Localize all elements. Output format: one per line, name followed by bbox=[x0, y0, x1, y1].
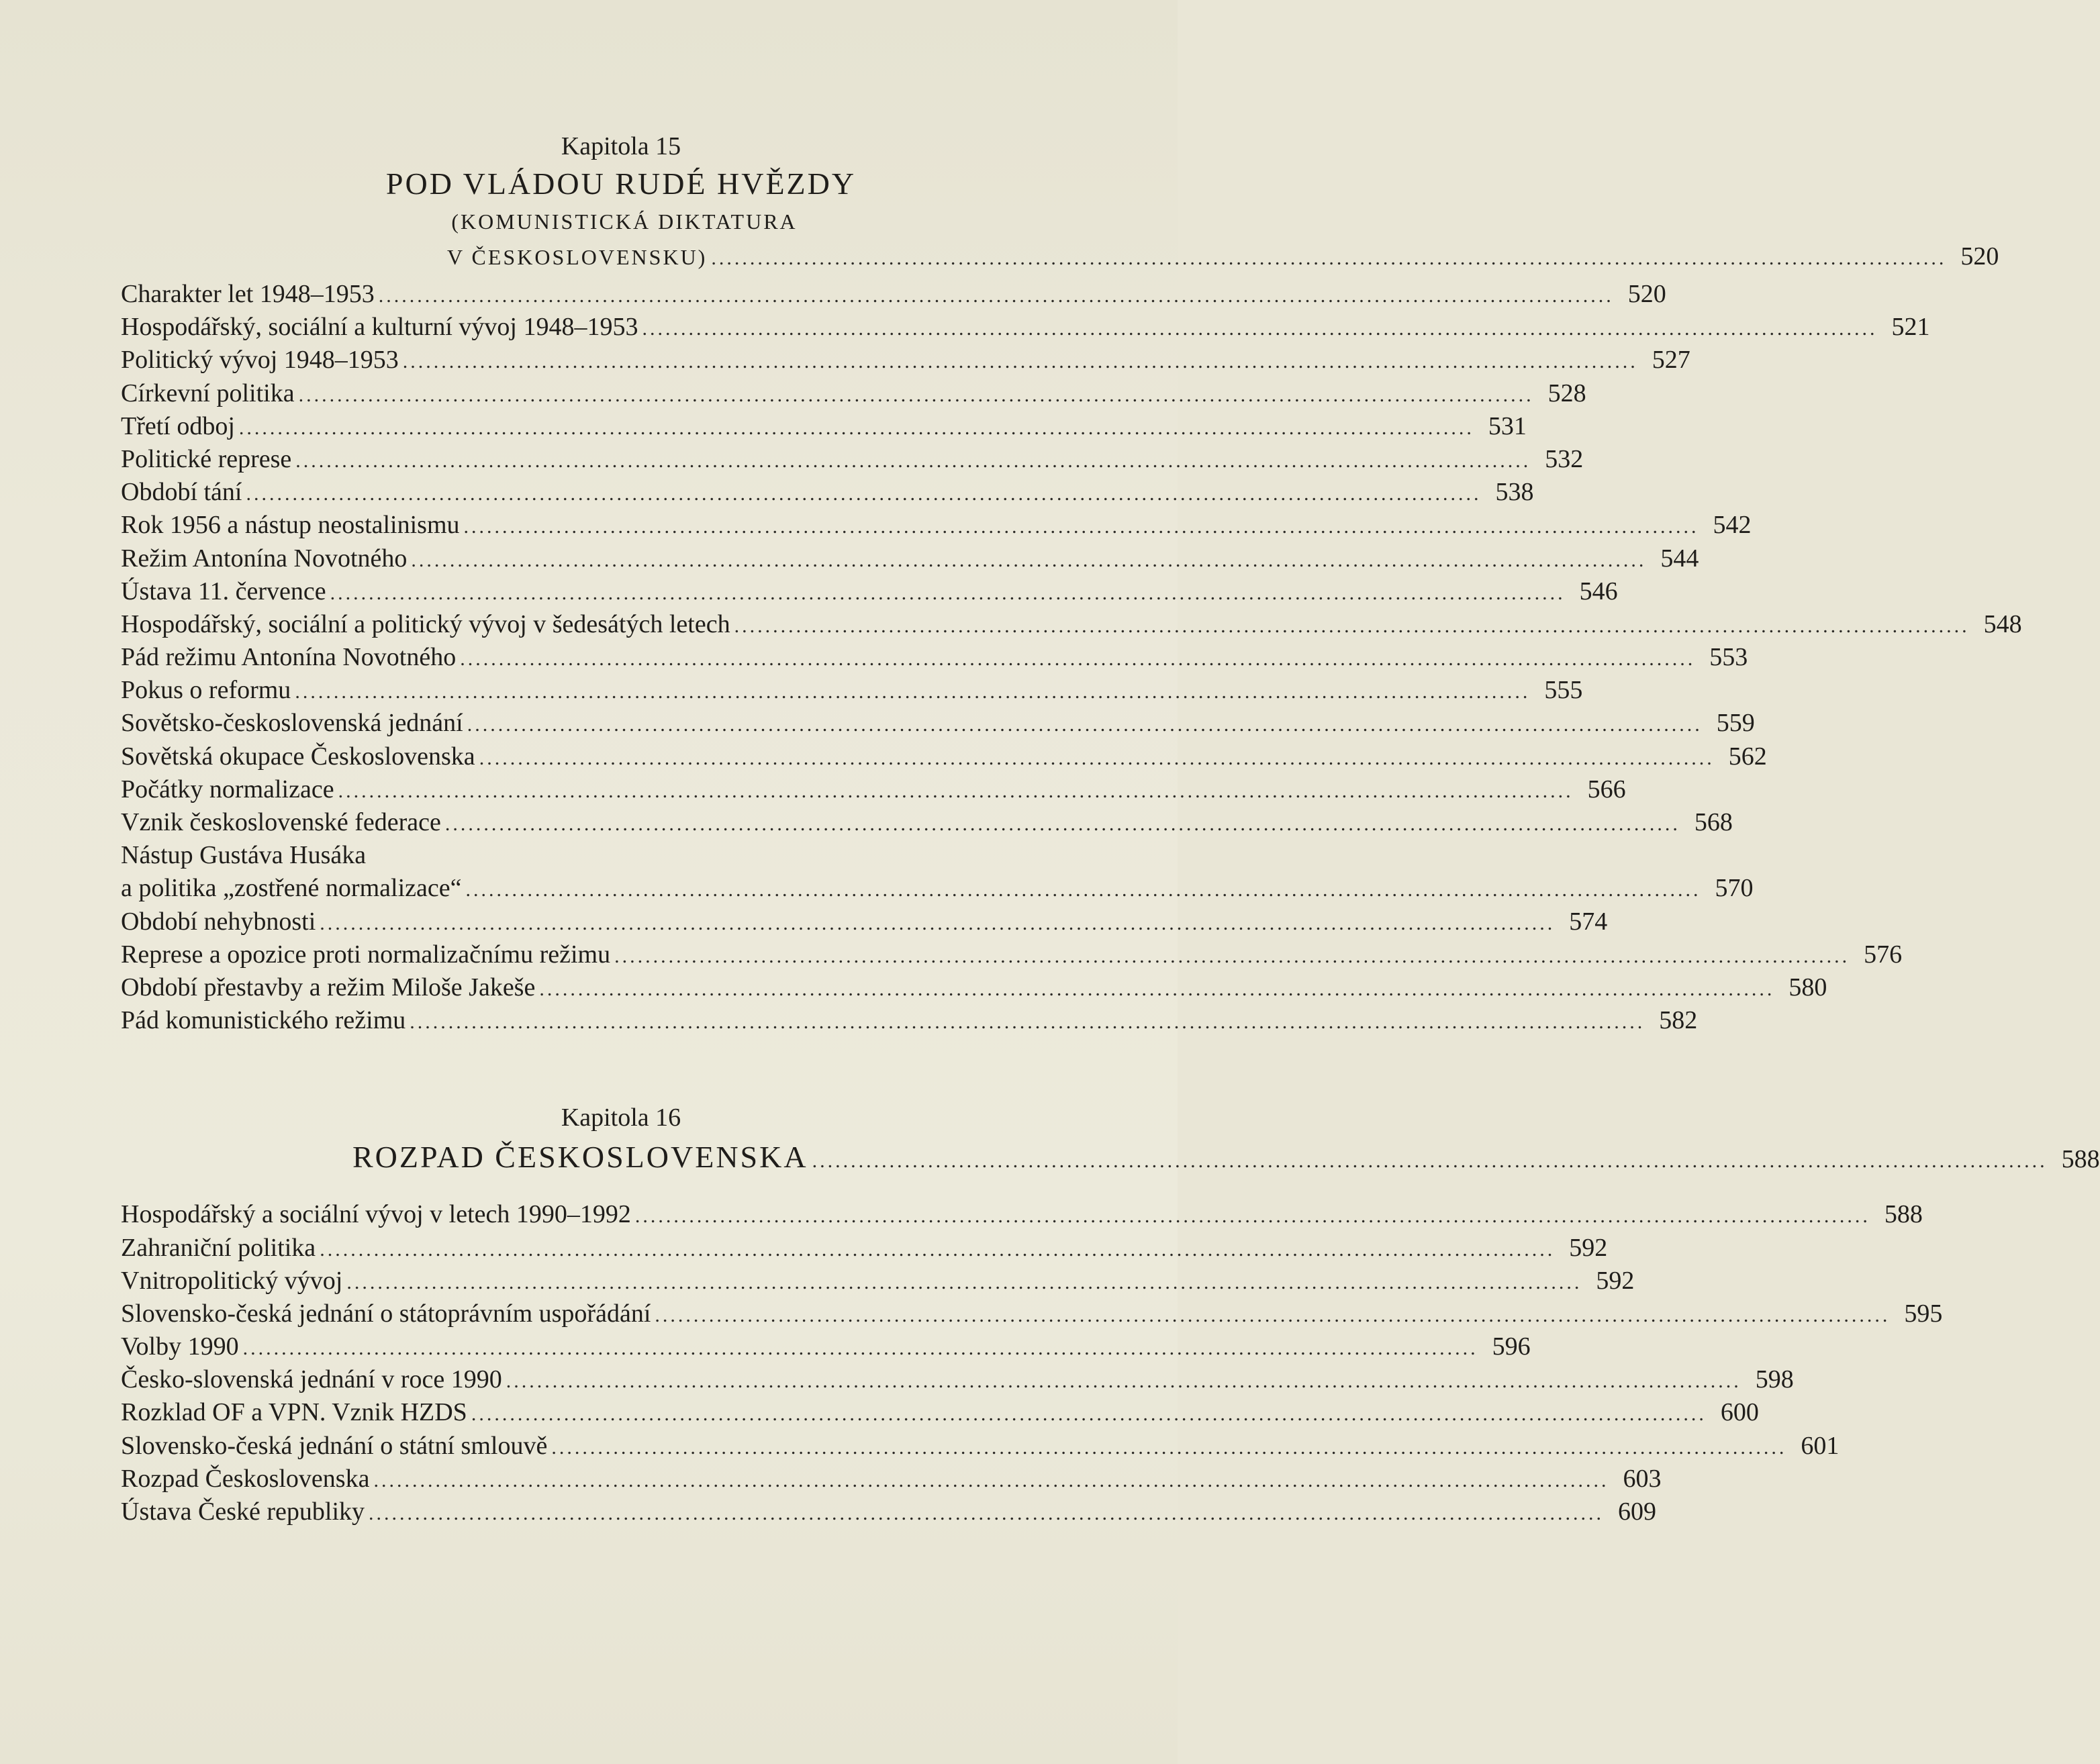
leader-dots: ................................................................................................................................................................ bbox=[634, 1205, 1870, 1228]
toc-entry-title: Slovensko-česká jednání o státoprávním uspořádání bbox=[121, 1299, 651, 1328]
toc-entry-page: 582 bbox=[1659, 1006, 1698, 1035]
leader-dots: ................................................................................................................................................................ bbox=[734, 614, 1970, 637]
toc-entry-page: 521 bbox=[1891, 313, 1930, 342]
leader-dots: ................................................................................................................................................................ bbox=[410, 1011, 1645, 1034]
toc-entry-page: 598 bbox=[1755, 1365, 1794, 1394]
toc-entry bbox=[121, 311, 1930, 344]
toc-entry-title: Charakter let 1948–1953 bbox=[121, 280, 375, 308]
toc-entry-title: Hospodářský a sociální vývoj v letech 1990–1992 bbox=[121, 1200, 631, 1229]
toc-entry bbox=[121, 278, 1666, 311]
toc-entry bbox=[121, 443, 1584, 476]
leader-dots: ................................................................................................................................................................ bbox=[295, 449, 1531, 472]
toc-entry-title: Hospodářský, sociální a kulturní vývoj 1948–1953 bbox=[121, 313, 638, 342]
toc-entry bbox=[121, 1330, 1531, 1363]
toc-entry-title: Sovětská okupace Československa bbox=[121, 742, 475, 771]
toc-entry-title: Počátky normalizace bbox=[121, 775, 334, 803]
leader-dots: ................................................................................................................................................................ bbox=[298, 383, 1534, 406]
toc-entry-page: 544 bbox=[1660, 544, 1699, 573]
leader-dots: ................................................................................................................................................................ bbox=[402, 350, 1638, 373]
leader-dots: ................................................................................................................................................................ bbox=[444, 813, 1680, 835]
toc-entry bbox=[121, 1232, 1608, 1265]
toc-entry bbox=[121, 938, 1903, 971]
toc-entry-page: 553 bbox=[1709, 643, 1748, 672]
chapter-label: Kapitola 16 bbox=[561, 1104, 681, 1132]
toc-entry-page: 562 bbox=[1728, 742, 1767, 771]
toc-entry bbox=[121, 839, 1081, 872]
toc-entry-title: Církevní politika bbox=[121, 379, 295, 407]
toc-entry-page: 576 bbox=[1864, 940, 1903, 969]
chapter-entries bbox=[121, 1198, 1943, 1528]
toc-entry-title: Období nehybnosti bbox=[121, 907, 316, 936]
toc-entry-page: 600 bbox=[1720, 1398, 1759, 1427]
toc-entry-title: Volby 1990 bbox=[121, 1332, 239, 1361]
toc-entry-page: 574 bbox=[1569, 907, 1608, 936]
toc-entry-page: 603 bbox=[1623, 1464, 1662, 1493]
toc-entry-title: Ústava 11. července bbox=[121, 577, 326, 605]
toc-entry bbox=[121, 1297, 1943, 1330]
toc-entry bbox=[121, 905, 1608, 938]
leader-dots: ................................................................................................................................................................ bbox=[479, 746, 1715, 769]
chapter-subtitle: (KOMUNISTICKÁ DIKTATURA bbox=[451, 209, 798, 234]
toc-entry bbox=[121, 542, 1699, 575]
leader-dots: ................................................................................................................................................................ bbox=[539, 977, 1775, 1000]
toc-entry-page: 609 bbox=[1618, 1498, 1657, 1526]
toc-entry-title: Vnitropolitický vývoj bbox=[121, 1266, 343, 1295]
leader-dots: ................................................................................................................................................................ bbox=[338, 779, 1574, 802]
chapter-subtitle-row bbox=[121, 239, 1999, 274]
toc-entry-page: 592 bbox=[1569, 1233, 1608, 1262]
toc-entry bbox=[121, 1463, 1662, 1496]
toc-entry bbox=[121, 707, 1755, 740]
toc-entry-page: 532 bbox=[1545, 444, 1584, 473]
toc-entry-title: Hospodářský, sociální a politický vývoj v šedesátých letech bbox=[121, 609, 730, 638]
toc-entry-title: Období přestavby a režim Miloše Jakeše bbox=[121, 973, 536, 1001]
toc-entry bbox=[121, 1496, 1657, 1528]
toc-entry bbox=[121, 575, 1618, 608]
toc-entry-page: 528 bbox=[1547, 379, 1586, 407]
leader-dots: ................................................................................................................................................................ bbox=[471, 1403, 1707, 1426]
toc-entry-title: Česko-slovenská jednání v roce 1990 bbox=[121, 1365, 502, 1394]
toc-entry-title: Režim Antonína Novotného bbox=[121, 544, 408, 573]
table-of-contents bbox=[121, 128, 2100, 1528]
leader-dots: ................................................................................................................................................................ bbox=[238, 416, 1474, 439]
toc-entry-title: Rozklad OF a VPN. Vznik HZDS bbox=[121, 1398, 467, 1427]
toc-entry-title: Pád komunistického režimu bbox=[121, 1006, 406, 1035]
toc-entry-page: 520 bbox=[1627, 280, 1666, 308]
toc-entry-title: Rozpad Československa bbox=[121, 1464, 370, 1493]
toc-entry bbox=[121, 410, 1527, 443]
toc-entry bbox=[121, 344, 1690, 377]
leader-dots: ................................................................................................................................................................ bbox=[465, 879, 1701, 901]
chapter-label: Kapitola 15 bbox=[561, 132, 681, 160]
leader-dots: ................................................................................................................................................................ bbox=[378, 285, 1614, 307]
toc-entry bbox=[121, 377, 1586, 410]
leader-dots: ................................................................................................................................................................ bbox=[346, 1271, 1582, 1293]
toc-entry-page: 570 bbox=[1715, 874, 1754, 903]
toc-entry-page: 531 bbox=[1488, 411, 1527, 440]
toc-entry-page: 595 bbox=[1904, 1299, 1943, 1328]
leader-dots: ................................................................................................................................................................ bbox=[467, 714, 1703, 736]
toc-entry-page: 588 bbox=[1884, 1200, 1923, 1229]
leader-dots: ................................................................................................................................................................ bbox=[614, 944, 1850, 967]
chapter-title: POD VLÁDOU RUDÉ HVĚZDY bbox=[385, 166, 857, 201]
leader-dots: ................................................................................................................................................................ bbox=[330, 581, 1566, 604]
leader-dots: ................................................................................................................................................................ bbox=[369, 1502, 1605, 1524]
leader-dots: ................................................................................................................................................................ bbox=[320, 1238, 1556, 1261]
toc-entry bbox=[121, 608, 2022, 641]
leader-dots: ................................................................................................................................................................ bbox=[551, 1436, 1787, 1459]
toc-entry-title: Ústava České republiky bbox=[121, 1498, 365, 1526]
leader-dots: ................................................................................................................................................................ bbox=[655, 1304, 1891, 1326]
toc-entry-title: Období tání bbox=[121, 478, 242, 507]
leader-dots: ................................................................................................................................................................ bbox=[320, 912, 1556, 934]
toc-entry-page: 568 bbox=[1694, 808, 1733, 836]
toc-entry bbox=[121, 773, 1626, 806]
toc-entry bbox=[121, 1396, 1759, 1429]
toc-entry-page: 559 bbox=[1716, 709, 1755, 738]
leader-dots: ................................................................................................................................................................ bbox=[812, 1150, 2048, 1173]
chapter-entries bbox=[121, 278, 2022, 1037]
toc-entry-title: Zahraniční politika bbox=[121, 1233, 316, 1262]
chapter-subtitle-line2: V ČESKOSLOVENSKU) bbox=[447, 245, 708, 269]
toc-entry bbox=[121, 740, 1767, 773]
toc-entry-page: 596 bbox=[1492, 1332, 1531, 1361]
toc-entry bbox=[121, 476, 1534, 509]
toc-entry-title: Pád režimu Antonína Novotného bbox=[121, 643, 457, 672]
toc-entry bbox=[121, 872, 1754, 905]
toc-entry-title: Třetí odboj bbox=[121, 411, 235, 440]
toc-entry bbox=[121, 1265, 1635, 1297]
toc-entry-title: Nástup Gustáva Husáka bbox=[121, 841, 367, 870]
toc-entry-page: 601 bbox=[1801, 1431, 1840, 1460]
toc-entry-title: Represe a opozice proti normalizačnímu režimu bbox=[121, 940, 611, 969]
toc-entry-page: 546 bbox=[1579, 577, 1618, 605]
chapter-page-number: 520 bbox=[1960, 242, 1999, 271]
toc-entry-title: a politika „zostřené normalizace“ bbox=[121, 874, 462, 903]
toc-entry bbox=[121, 806, 1733, 839]
toc-entry-page: 527 bbox=[1652, 346, 1690, 375]
toc-entry bbox=[121, 674, 1583, 707]
toc-entry bbox=[121, 1430, 1840, 1463]
toc-entry bbox=[121, 1004, 1698, 1037]
leader-dots: ................................................................................................................................................................ bbox=[373, 1469, 1609, 1491]
leader-dots: ................................................................................................................................................................ bbox=[242, 1337, 1478, 1360]
chapter-title: ROZPAD ČESKOSLOVENSKA bbox=[352, 1140, 808, 1175]
toc-entry-title: Politický vývoj 1948–1953 bbox=[121, 346, 399, 375]
toc-entry-page: 566 bbox=[1587, 775, 1626, 803]
toc-entry bbox=[121, 1363, 1794, 1396]
toc-entry bbox=[121, 641, 1748, 674]
toc-entry bbox=[121, 971, 1827, 1004]
toc-entry-page: 542 bbox=[1713, 511, 1752, 540]
leader-dots: ................................................................................................................................................................ bbox=[295, 681, 1531, 703]
toc-entry-title: Vznik československé federace bbox=[121, 808, 441, 836]
toc-entry-title: Sovětsko-československá jednání bbox=[121, 709, 463, 738]
chapter-title-row bbox=[121, 1136, 2100, 1178]
leader-dots: ................................................................................................................................................................ bbox=[460, 648, 1696, 671]
toc-entry-title: Slovensko-česká jednání o státní smlouvě bbox=[121, 1431, 548, 1460]
toc-entry-title: Pokus o reformu bbox=[121, 676, 291, 705]
chapter-page-number: 588 bbox=[2061, 1145, 2100, 1174]
leader-dots: ................................................................................................................................................................ bbox=[506, 1370, 1741, 1393]
toc-entry-title: Politické represe bbox=[121, 444, 292, 473]
toc-entry bbox=[121, 1198, 1923, 1231]
toc-entry-page: 538 bbox=[1495, 478, 1534, 507]
toc-entry bbox=[121, 509, 1752, 542]
leader-dots: ................................................................................................................................................................ bbox=[463, 516, 1699, 538]
toc-entry-title: Rok 1956 a nástup neostalinismu bbox=[121, 511, 460, 540]
toc-entry-page: 580 bbox=[1788, 973, 1827, 1001]
leader-dots: ................................................................................................................................................................ bbox=[642, 317, 1878, 340]
toc-entry-page: 592 bbox=[1596, 1266, 1635, 1295]
leader-dots: ................................................................................................................................................................ bbox=[711, 247, 1947, 269]
toc-entry-page: 555 bbox=[1544, 676, 1583, 705]
toc-entry-page: 548 bbox=[1983, 609, 2022, 638]
leader-dots: ................................................................................................................................................................ bbox=[246, 483, 1482, 505]
leader-dots: ................................................................................................................................................................ bbox=[411, 548, 1647, 571]
